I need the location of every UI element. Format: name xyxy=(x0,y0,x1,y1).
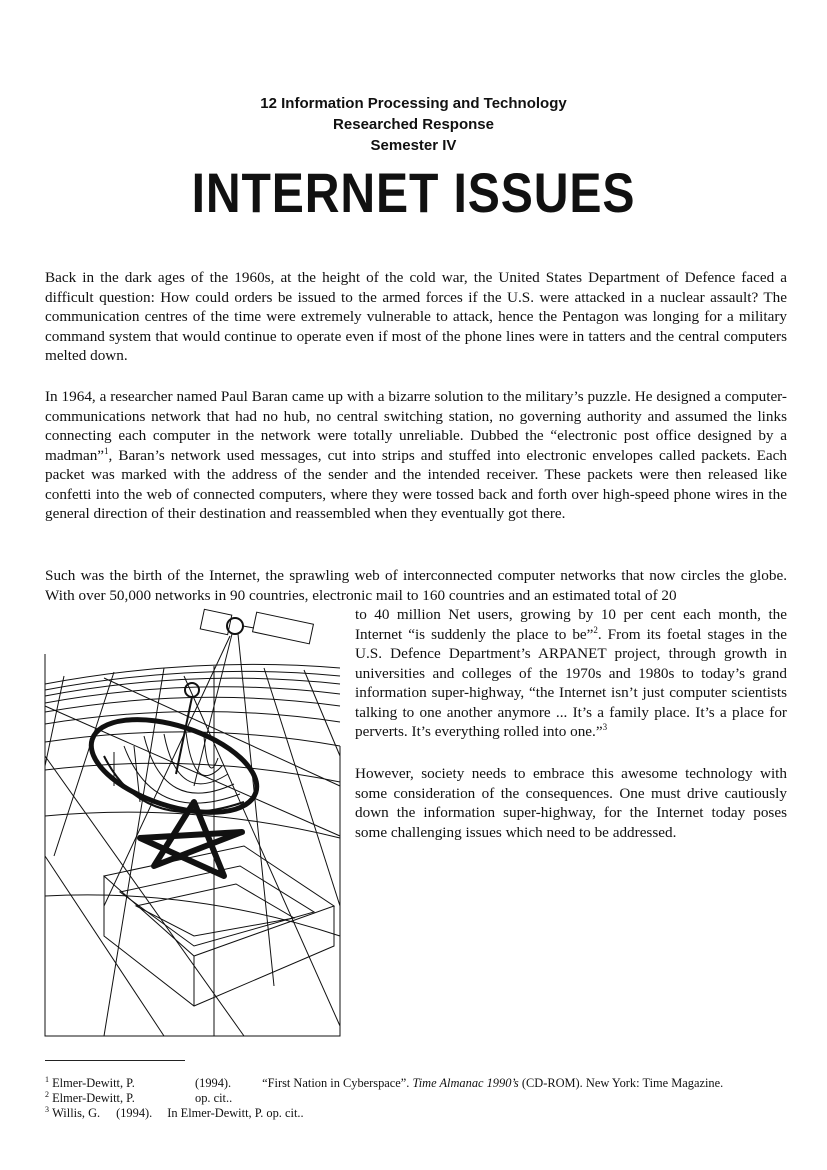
footnote-1-year: (1994). xyxy=(195,1076,232,1090)
footnote-3-year: (1994). xyxy=(116,1106,153,1120)
footnote-ref-1: 1 xyxy=(104,445,109,456)
course-title: 12 Information Processing and Technology xyxy=(260,95,567,112)
footnote-ref-3: 3 xyxy=(602,721,608,732)
paragraph-consequences: However, society needs to embrace this awesome technology with some consideration of the consequences. One must drive cautiously down the information super-highway, for the Internet today poses some challenging issues which need to be addressed. xyxy=(355,765,787,841)
footnote-1-rest: (CD-ROM). New York: Time Magazine. xyxy=(521,1076,724,1090)
footnote-2 xyxy=(45,1091,805,1106)
document-type: Researched Response xyxy=(333,116,494,133)
paragraph-paul-baran-part1: In 1964, a researcher named Paul Baran came up with a bizarre solution to the military’s puzzle. He designed a computer-communications network that had no hub, no central switching station, no governing authority and assumed the links connecting each computer in the network were totally unreliable. Dubbed the “electronic post office designed by a madman” xyxy=(45,388,787,464)
page-title: INTERNET ISSUES xyxy=(191,161,636,224)
footnote-1 xyxy=(45,1076,805,1091)
footnote-3-author: Willis, G. xyxy=(52,1106,101,1120)
footnote-1-author: Elmer-Dewitt, P. xyxy=(52,1076,135,1090)
footnote-2-title: op. cit.. xyxy=(195,1091,233,1105)
paragraph-birth-of-internet: Such was the birth of the Internet, the sprawling web of interconnected computer networks that now circles the globe. With over 50,000 networks in 90 countries, electronic mail to 160 countries and an estimated total of 20 xyxy=(45,567,787,604)
paragraph-paul-baran xyxy=(45,387,787,524)
paragraph-paul-baran-part2: , Baran’s network used messages, cut into strips and stuffed into electronic envelopes called packets. Each packet was marked with the address of the sender and the intended receiver. These packets were then released like confetti into the web of connected computers, where they were tossed back and forth over high-speed phone wires in the general direction of their destination and reassembled when they eventually got there. xyxy=(45,446,787,522)
satellite-dish-illustration xyxy=(44,606,344,1052)
footnote-2-number: 2 xyxy=(45,1089,49,1099)
footnote-1-number: 1 xyxy=(45,1074,49,1084)
paragraph-internet-growth-part2: . From its foetal stages in the U.S. Defence Department’s ARPANET project, through growth in universities and colleges of the 1970s and 1980s to today’s grand information super-highway, “the Internet isn’t just computer scientists talking to one another anymore ... It’s a family place. It’s a place for perverts. It’s everything rolled into one.” xyxy=(355,625,787,740)
semester-label: Semester IV xyxy=(370,137,457,154)
footnote-3-title: In Elmer-Dewitt, P. op. cit.. xyxy=(167,1106,304,1120)
footnote-1-title: “First Nation in Cyberspace”. xyxy=(262,1076,410,1090)
footnote-3 xyxy=(45,1106,805,1121)
footnote-1-source: Time Almanac 1990’s xyxy=(412,1076,519,1090)
footnote-2-author: Elmer-Dewitt, P. xyxy=(52,1091,135,1105)
footnote-ref-2: 2 xyxy=(593,624,598,635)
footnote-divider xyxy=(45,1060,185,1061)
paragraph-internet-growth-part1: to 40 million Net users, growing by 10 per cent each month, the Internet “is suddenly the place to be” xyxy=(355,606,787,643)
footnote-3-number: 3 xyxy=(45,1104,49,1114)
paragraph-cold-war: Back in the dark ages of the 1960s, at the height of the cold war, the United States Department of Defence faced a difficult question: How could orders be issued to the armed forces if the U.S. were attacked in a nuclear assault? The communication centres of the time were extremely vulnerable to attack, hence the Pentagon was longing for a military command system that would continue to operate even if most of the phone lines were in tatters and the central computers melted down. xyxy=(45,269,787,364)
course-header xyxy=(0,93,827,156)
paragraph-internet-growth xyxy=(355,605,787,742)
